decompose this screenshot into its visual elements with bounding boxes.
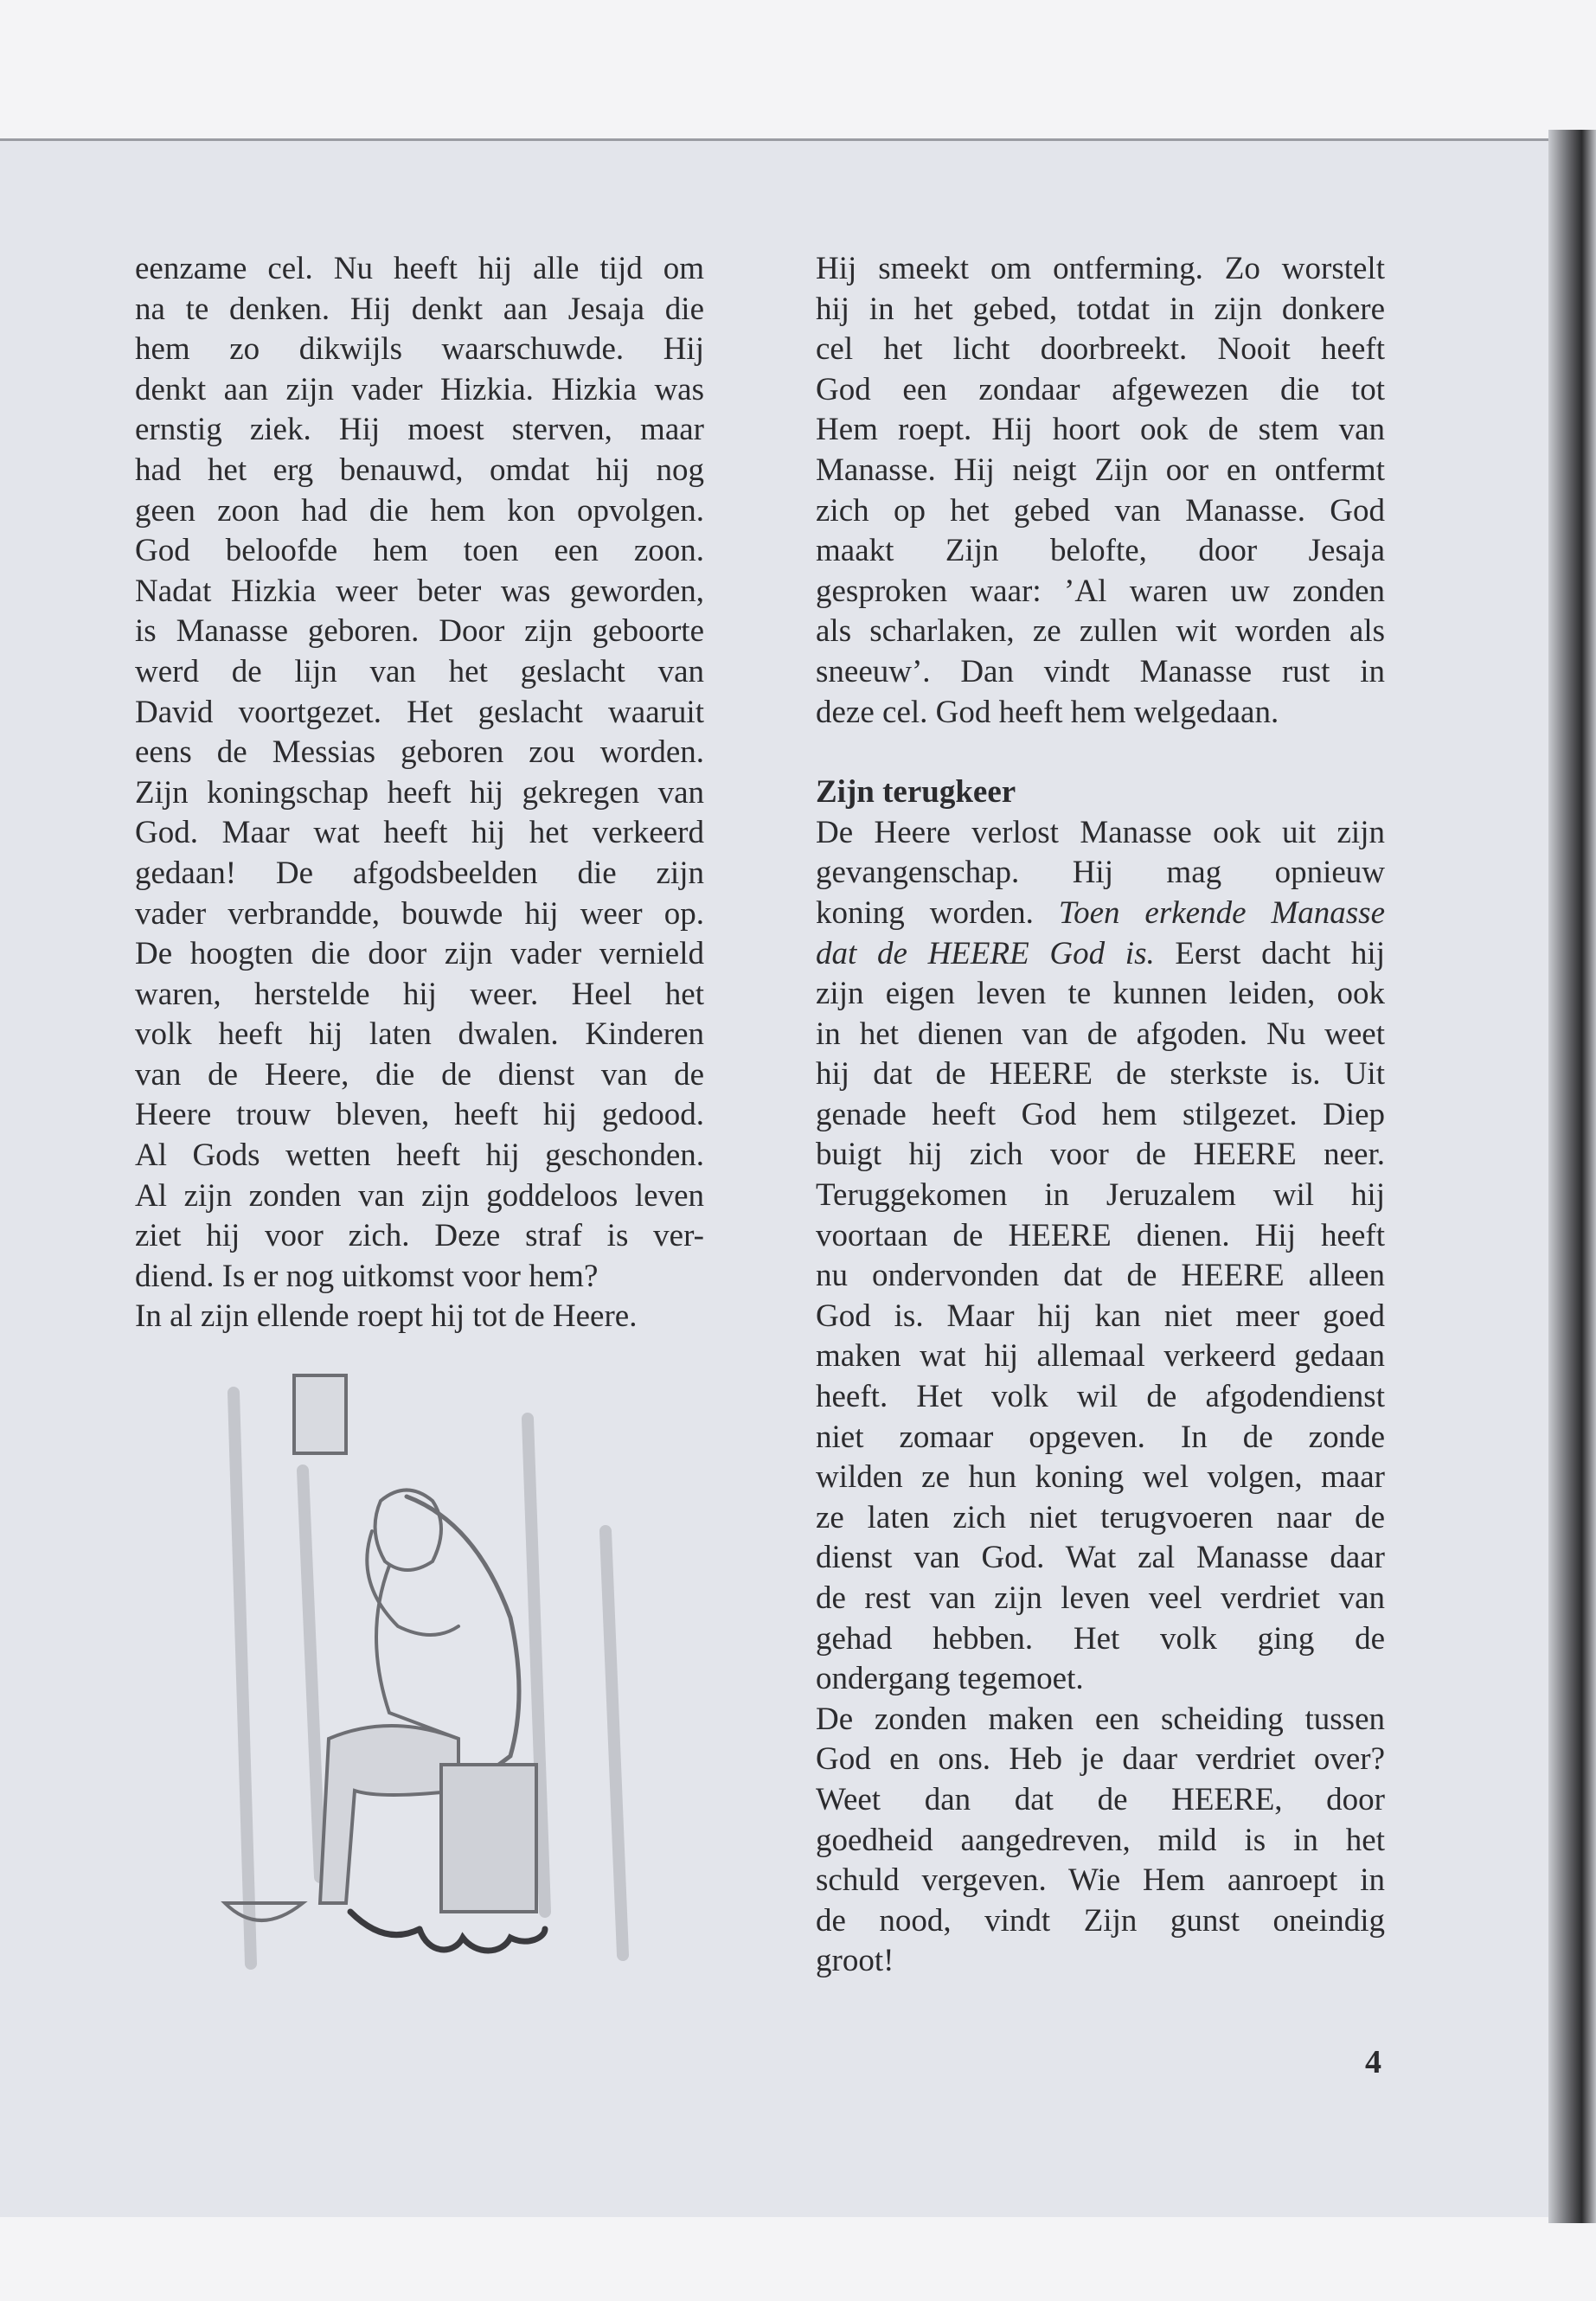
text-line: heeft. Het volk wil de afgodendienst: [816, 1379, 1385, 1415]
text-line: God en ons. Heb je daar verdriet over?: [816, 1741, 1385, 1778]
bowl-icon: [225, 1903, 303, 1920]
text-line: gevangenschap. Hij mag opnieuw: [816, 855, 1385, 891]
text-line: nu ondervonden dat de HEERE alleen: [816, 1258, 1385, 1294]
text-line: Nadat Hizkia weer beter was geworden,: [135, 573, 704, 609]
text-span: Eerst dacht hij: [1154, 935, 1385, 971]
text-line: had het erg benauwd, omdat hij nog: [135, 452, 704, 488]
figure-legs: [320, 1726, 458, 1903]
text-line: eenzame cel. Nu heeft hij alle tijd om: [135, 251, 704, 286]
text-line: Teruggekomen in Jeruzalem wil hij: [816, 1177, 1385, 1214]
text-line: ondergang tegemoet.: [816, 1661, 1084, 1697]
text-line: God. Maar wat heeft hij het verkeerd: [135, 815, 704, 851]
text-line: de nood, vindt Zijn gunst oneindig: [816, 1902, 1385, 1939]
text-line: gehad hebben. Het volk ging de: [816, 1620, 1385, 1657]
text-line: God is. Maar hij kan niet meer goed: [816, 1298, 1385, 1334]
text-line: Hem roept. Hij hoort ook de stem van: [816, 412, 1385, 448]
text-line: eens de Messias geboren zou worden.: [135, 734, 704, 771]
prisoner-illustration: [199, 1358, 709, 1972]
chain-icon: [350, 1912, 545, 1951]
text-line: Manasse. Hij neigt Zijn oor en ontfermt: [816, 452, 1385, 488]
text-line: wilden ze hun koning wel volgen, maar: [816, 1459, 1385, 1496]
text-line: ze laten zich niet terugvoeren naar de: [816, 1499, 1385, 1535]
text-line: [816, 894, 1385, 934]
text-line: Zijn koningschap heeft hij gekregen van: [135, 774, 704, 811]
text-line: gedaan! De afgodsbeelden die zijn: [135, 855, 704, 891]
text-line: diend. Is er nog uitkomst voor hem?: [135, 1258, 599, 1294]
text-line: deze cel. God heeft hem welgedaan.: [816, 694, 1279, 730]
text-line: denkt aan zijn vader Hizkia. Hizkia was: [135, 371, 704, 407]
text-line: ernstig ziek. Hij moest sterven, maar: [135, 412, 704, 448]
italic-text: Toen erkende Manasse: [1058, 894, 1386, 931]
text-line: genade heeft God hem stilgezet. Diep: [816, 1096, 1385, 1132]
figure-arms: [367, 1531, 458, 1635]
text-line: [816, 934, 1385, 975]
text-line: Weet dan dat de HEERE, door: [816, 1781, 1385, 1817]
text-line: vader verbrandde, bouwde hij weer op.: [135, 895, 704, 932]
text-line: groot!: [816, 1943, 894, 1979]
text-line: niet zomaar opgeven. In de zonde: [816, 1419, 1385, 1455]
text-line: Hij smeekt om ontferming. Zo worstelt: [816, 251, 1385, 286]
text-line: volk heeft hij laten dwalen. Kinderen: [135, 1016, 704, 1053]
figure-head: [375, 1490, 441, 1571]
cell-window: [294, 1375, 346, 1453]
text-line: maakt Zijn belofte, door Jesaja: [816, 533, 1385, 569]
text-line: van de Heere, die de dienst van de: [135, 1056, 704, 1093]
text-line: David voortgezet. Het geslacht waaruit: [135, 694, 704, 730]
text-span: koning worden.: [816, 894, 1059, 931]
text-line: voortaan de HEERE dienen. Hij heeft: [816, 1217, 1385, 1253]
text-line: is Manasse geboren. Door zijn geboorte: [135, 613, 704, 650]
left-column: [135, 249, 704, 1337]
text-line: Heere trouw bleven, heeft hij gedood.: [135, 1097, 704, 1133]
text-line: cel het licht doorbreekt. Nooit heeft: [816, 331, 1385, 368]
text-line: dienst van God. Wat zal Manasse daar: [816, 1540, 1385, 1576]
text-line: gesproken waar: ’Al waren uw zonden: [816, 573, 1385, 609]
text-line: maken wat hij allemaal verkeerd gedaan: [816, 1338, 1385, 1375]
right-column: [816, 249, 1385, 1982]
text-line: hem zo dikwijls waarschuwde. Hij: [135, 331, 704, 368]
text-line: buigt hij zich voor de HEERE neer.: [816, 1137, 1385, 1173]
text-line: waren, herstelde hij weer. Heel het: [135, 976, 704, 1012]
text-line: In al zijn ellende roept hij tot de Heere.: [135, 1298, 638, 1335]
text-line: geen zoon had die hem kon opvolgen.: [135, 492, 704, 529]
text-line: sneeuw’. Dan vindt Manasse rust in: [816, 653, 1385, 689]
text-line: schuld vergeven. Wie Hem aanroept in: [816, 1862, 1385, 1899]
text-line: in het dienen van de afgoden. Nu weet: [816, 1016, 1385, 1052]
binding-edge: [1548, 130, 1596, 2223]
text-line: goedheid aangedreven, mild is in het: [816, 1822, 1385, 1858]
figure-body: [376, 1566, 458, 1739]
text-line: De zonden maken een scheiding tussen: [816, 1701, 1385, 1737]
stone-seat: [441, 1765, 536, 1912]
text-line: God een zondaar afgewezen die tot: [816, 371, 1385, 407]
text-line: hij in het gebed, totdat in zijn donkere: [816, 291, 1385, 327]
italic-text: dat de HEERE God is.: [816, 935, 1155, 971]
text-line: ziet hij voor zich. Deze straf is ver-: [135, 1218, 704, 1254]
page-number: 4: [1365, 2044, 1381, 2080]
cell-wall-shading: [234, 1393, 623, 1964]
text-line: als scharlaken, ze zullen wit worden als: [816, 613, 1385, 650]
text-line: hij dat de HEERE de sterkste is. Uit: [816, 1056, 1385, 1093]
text-line: na te denken. Hij denkt aan Jesaja die: [135, 291, 704, 327]
text-line: Al Gods wetten heeft hij geschonden.: [135, 1138, 704, 1174]
text-line: werd de lijn van het geslacht van: [135, 653, 704, 689]
text-line: zich op het gebed van Manasse. God: [816, 492, 1385, 529]
text-line: de rest van zijn leven veel verdriet van: [816, 1580, 1385, 1616]
text-line: God beloofde hem toen een zoon.: [135, 533, 704, 569]
text-line: Al zijn zonden van zijn goddeloos leven: [135, 1177, 704, 1214]
text-line: zijn eigen leven te kunnen leiden, ook: [816, 976, 1385, 1012]
section-heading: Zijn terugkeer: [816, 774, 1016, 811]
text-line: De hoogten die door zijn vader vernield: [135, 936, 704, 972]
text-line: De Heere verlost Manasse ook uit zijn: [816, 814, 1385, 850]
